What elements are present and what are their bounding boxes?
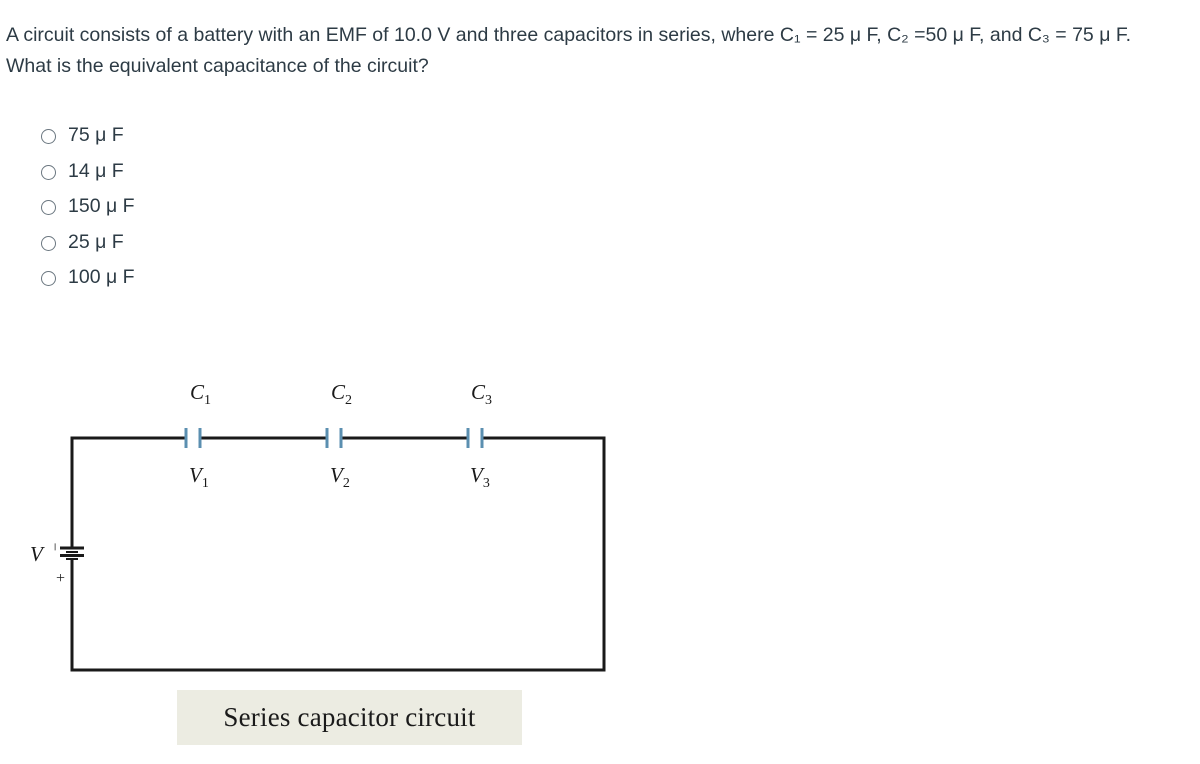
option-label: 100 μ F xyxy=(68,266,135,289)
figure-caption: Series capacitor circuit xyxy=(223,702,476,732)
radio-button[interactable] xyxy=(41,271,56,286)
figure-caption-box xyxy=(177,690,522,745)
option-3[interactable] xyxy=(41,189,135,225)
option-label: 75 μ F xyxy=(68,124,124,147)
battery-minus-sign: − xyxy=(48,542,64,551)
option-label: 150 μ F xyxy=(68,195,135,218)
option-2[interactable] xyxy=(41,154,135,190)
battery-plus-sign: + xyxy=(56,570,66,587)
capacitor-label-c1: $C_1$ xyxy=(190,380,212,408)
question-line-1: A circuit consists of a battery with an EMF of 10.0 V and three capacitors in series, where C₁ = 25 μ F, C₂ =50 μ F, and C₃ = 75 μ F. xyxy=(6,24,1132,46)
circuit-diagram xyxy=(0,370,640,680)
option-label: 14 μ F xyxy=(68,159,124,182)
capacitor-label-c2: $C_2$ xyxy=(331,380,353,408)
question-text xyxy=(6,20,1196,82)
capacitor-c1 xyxy=(186,428,200,448)
option-1[interactable] xyxy=(41,118,135,154)
option-4[interactable] xyxy=(41,225,135,261)
capacitor-c3 xyxy=(468,428,482,448)
radio-button[interactable] xyxy=(41,236,56,251)
option-label: 25 μ F xyxy=(68,230,124,253)
battery-label: V xyxy=(30,542,43,566)
voltage-label-v3: $V_3$ xyxy=(470,463,490,491)
answer-options xyxy=(41,118,135,296)
radio-button[interactable] xyxy=(41,129,56,144)
radio-button[interactable] xyxy=(41,200,56,215)
capacitor-c2 xyxy=(327,428,341,448)
voltage-label-v1: $V_1$ xyxy=(189,463,209,491)
question-line-2: What is the equivalent capacitance of the circuit? xyxy=(6,55,429,77)
voltage-label-v2: $V_2$ xyxy=(330,463,350,491)
radio-button[interactable] xyxy=(41,165,56,180)
capacitor-label-c3: $C_3$ xyxy=(471,380,493,408)
option-5[interactable] xyxy=(41,260,135,296)
